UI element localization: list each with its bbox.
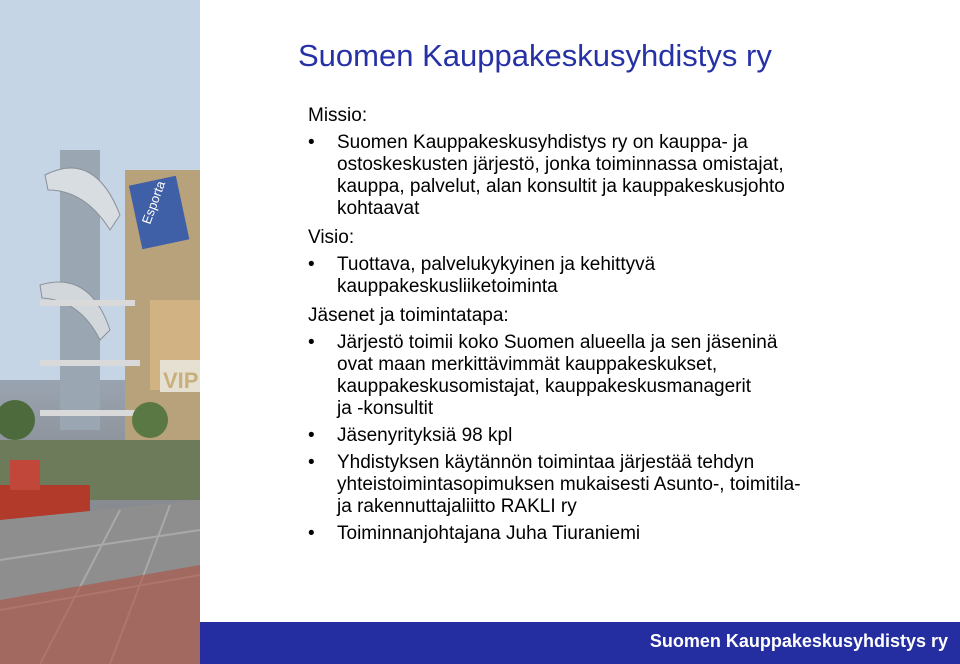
bullet-icon: •: [308, 523, 315, 544]
list-item-text: Jäsenyrityksiä 98 kpl: [337, 425, 513, 446]
list-item: [308, 132, 928, 220]
list-item-text: yhteistoimintasopimuksen mukaisesti Asunto-, toimitila-: [337, 474, 801, 495]
list-item-text: ovat maan merkittävimmät kauppakeskukset,: [337, 354, 718, 375]
list-item-text: Yhdistyksen käytännön toimintaa järjestää tehdyn: [337, 452, 755, 473]
main-content: [308, 104, 928, 550]
list-item-text: Tuottava, palvelukykyinen ja kehittyvä: [337, 254, 656, 275]
bullet-icon: •: [308, 132, 315, 153]
list-item-text: ostoskeskusten järjestö, jonka toiminnassa omistajat,: [337, 154, 784, 175]
esporta-sign: Esporta: [138, 178, 169, 227]
bullet-list: [308, 332, 928, 545]
list-item-text: kauppa, palvelut, alan konsultit ja kauppakeskusjohto: [337, 176, 785, 197]
bullet-list: [308, 132, 928, 220]
list-item-text: kauppakeskusomistajat, kauppakeskusmanagerit: [337, 376, 752, 397]
list-item: [308, 332, 928, 420]
bullet-icon: •: [308, 425, 315, 446]
footer-text: Suomen Kauppakeskusyhdistys ry: [649, 631, 948, 651]
list-item: [308, 254, 928, 298]
page-title: Suomen Kauppakeskusyhdistys ry: [298, 38, 772, 73]
shopping-center-photo: [0, 0, 200, 664]
vip-sign: VIP: [163, 368, 199, 393]
footer-bar: [200, 622, 960, 664]
bullet-icon: •: [308, 452, 315, 473]
list-item-text: kohtaavat: [337, 198, 420, 219]
section-heading: Missio:: [308, 105, 368, 126]
section-heading: Visio:: [308, 227, 355, 248]
section-heading: Jäsenet ja toimintatapa:: [308, 305, 509, 326]
list-item-text: Toiminnanjohtajana Juha Tiuraniemi: [337, 523, 641, 544]
list-item-text: Järjestö toimii koko Suomen alueella ja sen jäseninä: [337, 332, 778, 353]
list-item-text: ja rakennuttajaliitto RAKLI ry: [337, 496, 577, 517]
list-item: [308, 425, 928, 447]
bullet-list: [308, 254, 928, 298]
bullet-icon: •: [308, 332, 315, 353]
list-item-text: Suomen Kauppakeskusyhdistys ry on kauppa- ja: [337, 132, 748, 153]
list-item-text: kauppakeskusliiketoiminta: [337, 276, 558, 297]
list-item: [308, 452, 928, 518]
list-item-text: ja -konsultit: [337, 398, 434, 419]
bullet-icon: •: [308, 254, 315, 275]
list-item: [308, 523, 928, 545]
